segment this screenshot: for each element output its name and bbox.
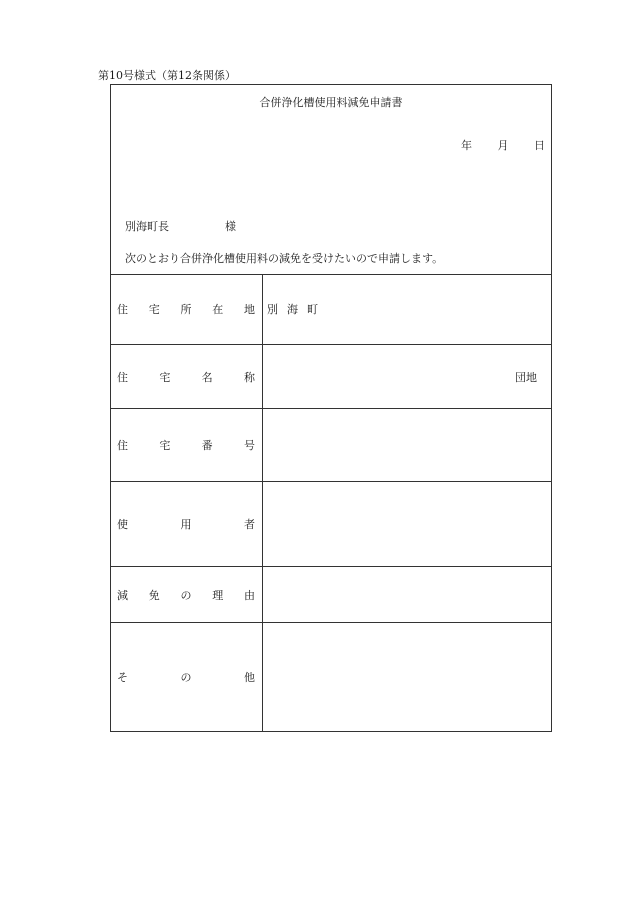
row-label — [117, 274, 255, 344]
date-month-label: 月 — [497, 139, 509, 152]
row-label — [117, 345, 255, 408]
residence-name-field[interactable] — [267, 345, 543, 408]
user-field[interactable] — [267, 482, 543, 566]
label-char: 称 — [243, 370, 255, 384]
row-user — [111, 482, 551, 567]
label-char: 宅 — [159, 439, 171, 452]
residence-address-field[interactable] — [267, 274, 543, 344]
prefix-char: 別 — [267, 303, 278, 316]
column-divider — [262, 409, 263, 481]
other-field[interactable] — [267, 623, 543, 731]
column-divider — [262, 482, 263, 566]
label-char: 用 — [180, 518, 192, 531]
row-residence-address — [111, 274, 551, 345]
row-label — [117, 623, 255, 731]
label-char: 宅 — [159, 370, 171, 384]
label-char: 号 — [243, 439, 255, 452]
row-reduction-reason — [111, 567, 551, 623]
date-line — [439, 137, 545, 153]
label-char: 由 — [244, 588, 255, 602]
application-form — [110, 84, 552, 732]
label-char: 番 — [201, 439, 213, 452]
label-char: 免 — [148, 588, 160, 602]
label-char: 名 — [201, 370, 213, 384]
addressee-name: 別海町長 — [125, 220, 169, 233]
label-char: 宅 — [148, 303, 160, 316]
label-char: 理 — [212, 588, 224, 602]
request-statement: 次のとおり合併浄化槽使用料の減免を受けたいので申請します。 — [125, 252, 444, 265]
label-char: 減 — [117, 588, 128, 602]
danchi-suffix: 団地 — [515, 370, 537, 384]
column-divider — [262, 345, 263, 408]
prefix-char: 海 — [287, 303, 298, 316]
date-day-label: 日 — [534, 139, 545, 152]
reduction-reason-field[interactable] — [267, 567, 543, 622]
label-char: 在 — [212, 303, 224, 316]
row-label — [117, 567, 255, 622]
label-char: 住 — [117, 303, 128, 316]
label-char: の — [180, 671, 192, 684]
row-other — [111, 623, 551, 731]
addressee-honorific: 様 — [225, 220, 236, 233]
label-char: 使 — [117, 518, 128, 531]
label-char: 住 — [117, 370, 128, 384]
label-char: 地 — [244, 303, 255, 316]
row-label — [117, 482, 255, 566]
label-char: 者 — [244, 518, 255, 531]
address-prefix — [267, 301, 327, 317]
document-title: 合併浄化槽使用料減免申請書 — [259, 96, 403, 109]
column-divider — [262, 567, 263, 622]
row-label — [117, 409, 255, 481]
form-header — [111, 85, 551, 275]
residence-number-field[interactable] — [267, 409, 543, 481]
column-divider — [262, 274, 263, 344]
column-divider — [262, 623, 263, 731]
label-char: の — [180, 588, 192, 602]
form-number: 第10号様式（第12条関係） — [98, 69, 236, 82]
prefix-char: 町 — [307, 303, 318, 316]
label-char: 所 — [180, 303, 192, 316]
label-char: そ — [117, 671, 128, 684]
row-residence-number — [111, 409, 551, 482]
label-char: 住 — [117, 439, 128, 452]
label-char: 他 — [244, 671, 255, 684]
row-residence-name — [111, 345, 551, 409]
addressee — [125, 218, 236, 234]
date-year-label: 年 — [461, 139, 472, 152]
